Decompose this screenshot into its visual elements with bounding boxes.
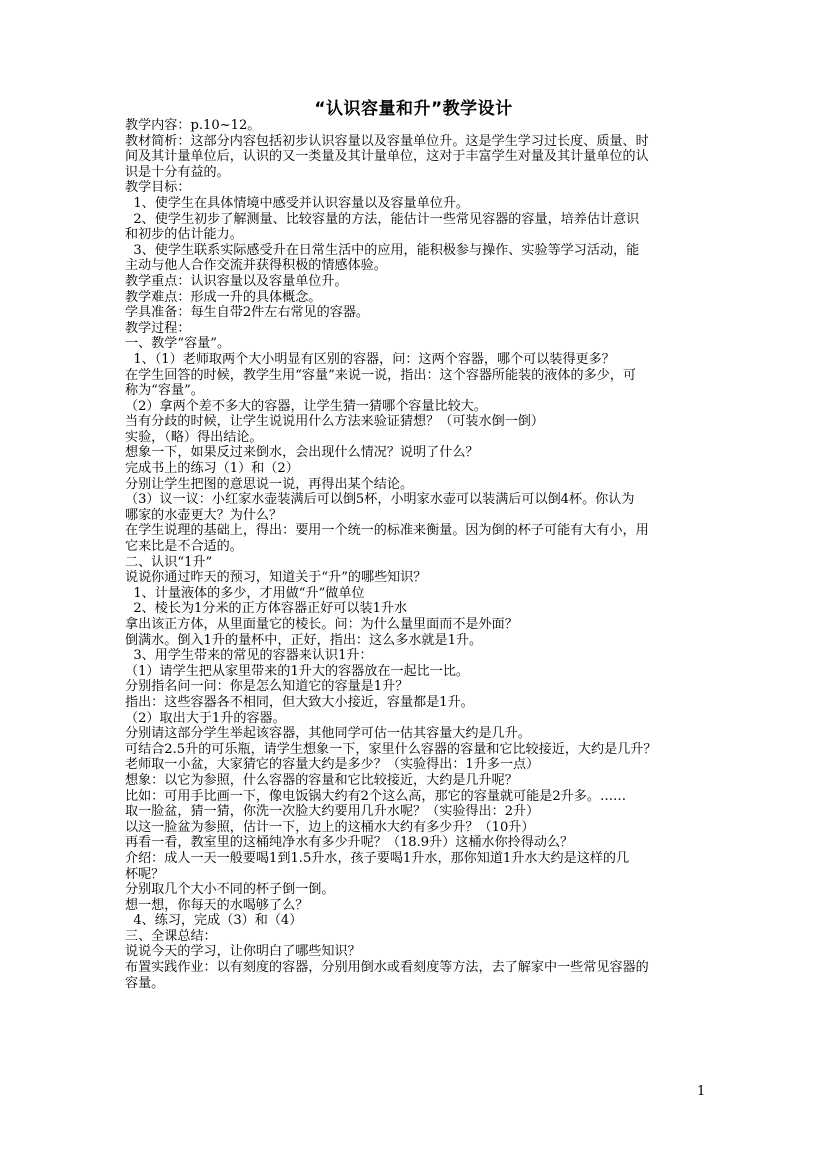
text-line: 拿出该正方体，从里面量它的棱长。问：为什么量里面而不是外面？ — [125, 617, 518, 632]
document-body — [125, 118, 705, 991]
text-line: 学具准备：每生自带2件左右常见的容器。 — [125, 305, 370, 321]
text-line: 老师取一小盆，大家猜它的容量大约是多少？（实验得出：1升多一点） — [125, 757, 540, 773]
text-line: 指出：这些容器各不相同，但大致大小接近，容量都是1升。 — [125, 694, 474, 710]
text-line: 完成书上的练习（1）和（2） — [125, 461, 299, 477]
text-line: 布置实践作业：以有刻度的容器，分别用倒水或看刻度等方法，去了解家中一些常见容器的 — [125, 960, 649, 976]
text-line: （1）请学生把从家里带来的1升大的容器放在一起比一比。 — [125, 663, 470, 679]
text-line: 在学生回答的时候，教学生用“容量”来说一说，指出：这个容器所能装的液体的多少，可 — [125, 367, 636, 383]
document-title: “认识容量和升”教学设计 — [314, 99, 513, 119]
text-line: 教材简析：这部分内容包括初步认识容量以及容量单位升。这是学生学习过长度、质量、时 — [125, 133, 649, 149]
text-line: 分别指名问一问：你是怎么知道它的容量是1升？ — [125, 679, 409, 695]
text-line: 间及其计量单位后，认识的又一类量及其计量单位，这对于丰富学生对量及其计量单位的认 — [125, 149, 649, 165]
text-line: 想一想，你每天的水喝够了么？ — [125, 897, 309, 913]
text-line: 分别取几个大小不同的杯子倒一倒。 — [125, 882, 335, 898]
text-line: 和初步的估计能力。 — [125, 227, 243, 243]
text-line: 4、练习，完成（3）和（4） — [125, 913, 303, 929]
text-line: 说说今天的学习，让你明白了哪些知识？ — [125, 944, 361, 960]
text-line: 三、全课总结： — [125, 928, 217, 944]
text-line: 3、使学生联系实际感受升在日常生活中的应用，能积极参与操作、实验等学习活动，能 — [125, 242, 640, 258]
text-line: 取一脸盆，猜一猜，你洗一次脸大约要用几升水呢？（实验得出：2升） — [125, 804, 540, 820]
text-line: 教学过程： — [125, 320, 191, 336]
text-line: 1、计量液体的多少，才用做“升”做单位 — [125, 585, 365, 601]
text-line: 教学重点：认识容量以及容量单位升。 — [125, 273, 348, 289]
text-line: 杯呢？ — [125, 866, 165, 882]
text-line: 1、使学生在具体情境中感受并认识容量以及容量单位升。 — [125, 195, 470, 211]
text-line: 分别让学生把图的意思说一说，再得出某个结论。 — [125, 476, 414, 492]
text-line: （2）拿两个差不多大的容器，让学生猜一猜哪个容量比较大。 — [125, 398, 487, 414]
text-line: 倒满水。倒入1升的量杯中，正好，指出：这么多水就是1升。 — [125, 632, 483, 648]
text-line: （3）议一议：小红家水壶装满后可以倒5杯，小明家水壶可以装满后可以倒4杯。你认为 — [125, 492, 635, 508]
text-line: 哪家的水壶更大？为什么？ — [125, 507, 283, 523]
text-line: 2、使学生初步了解测量、比较容量的方法，能估计一些常见容器的容量，培养估计意识 — [125, 211, 640, 227]
text-line: 比如：可用手比画一下，像电饭锅大约有2个这么高，那它的容量就可能是2升多。…… — [125, 788, 627, 804]
text-line: 3、用学生带来的常见的容器来认识1升： — [125, 648, 373, 664]
text-line: 教学难点：形成一升的具体概念。 — [125, 289, 322, 305]
page-number: 1 — [697, 1084, 706, 1099]
text-line: 说说你通过昨天的预习，知道关于“升”的哪些知识？ — [125, 570, 427, 586]
text-line: 可结合2.5升的可乐瓶，请学生想象一下，家里什么容器的容量和它比较接近，大约是几升？ — [125, 741, 657, 757]
text-line: 称为“容量”。 — [125, 383, 204, 399]
text-line: 想象一下，如果反过来倒水，会出现什么情况？说明了什么？ — [125, 445, 479, 461]
text-line: 介绍：成人一天一般要喝1到1.5升水，孩子要喝1升水，那你知道1升水大约是这样的几 — [125, 850, 630, 866]
text-line: 以这一脸盆为参照，估计一下，边上的这桶水大约有多少升？（10升） — [125, 819, 535, 835]
text-line: 2、棱长为1分米的正方体容器正好可以装1升水 — [125, 601, 408, 617]
text-line: 二、认识“1升” — [125, 554, 213, 570]
text-line: 主动与他人合作交流并获得积极的情感体验。 — [125, 258, 387, 274]
text-line: 1、（1）老师取两个大小明显有区别的容器，问：这两个容器，哪个可以装得更多？ — [125, 351, 615, 367]
text-line: 当有分歧的时候，让学生说说用什么方法来验证猜想？（可装水倒一倒） — [125, 414, 544, 430]
text-line: 它来比是不合适的。 — [125, 539, 243, 555]
text-line: 教学内容：p.10~12。 — [125, 118, 261, 133]
text-line: 容量。 — [125, 975, 165, 991]
text-line: 教学目标： — [125, 180, 191, 196]
text-line: 一、教学“容量”。 — [125, 336, 231, 352]
text-line: 想象：以它为参照，什么容器的容量和它比较接近，大约是几升呢？ — [125, 772, 518, 788]
text-line: （2）取出大于1升的容器。 — [125, 710, 286, 726]
text-line: 实验，（略）得出结论。 — [125, 429, 263, 445]
text-line: 识是十分有益的。 — [125, 164, 230, 180]
text-line: 分别请这部分学生举起该容器，其他同学可估一估其容量大约是几升。 — [125, 726, 531, 742]
text-line: 再看一看，教室里的这桶纯净水有多少升呢？（18.9升）这桶水你拎得动么？ — [125, 835, 574, 851]
text-line: 在学生说理的基础上，得出：要用一个统一的标准来衡量。因为倒的杯子可能有大有小，用 — [125, 523, 649, 539]
